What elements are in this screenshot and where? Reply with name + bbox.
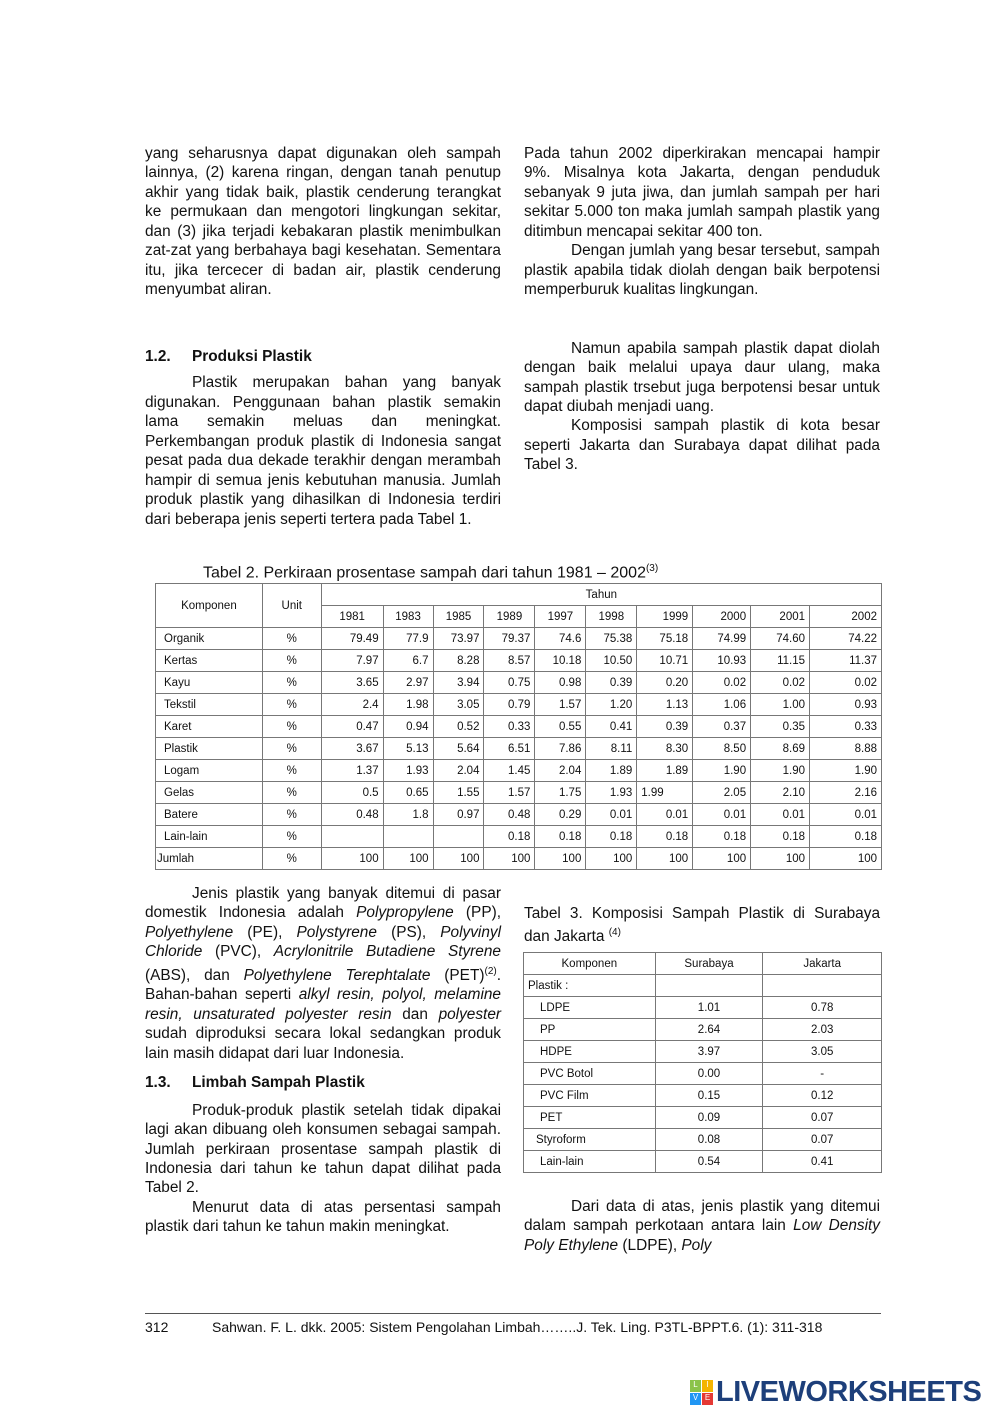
unit-cell: % — [262, 848, 321, 870]
value-cell: 2.64 — [655, 1019, 763, 1041]
table-row — [524, 1151, 882, 1173]
value-cell: 2.05 — [693, 782, 751, 804]
value-cell: 0.08 — [655, 1129, 763, 1151]
value-cell: 0.20 — [637, 672, 693, 694]
header-unit: Unit — [262, 584, 321, 628]
text-run: (PET) — [430, 966, 485, 984]
caption-ref: (3) — [645, 563, 659, 574]
text-run: sudah diproduksi secara lokal sedangkan produk lain masih didapat dari luar Indonesia. — [145, 1025, 501, 1062]
year-header: 1989 — [484, 606, 535, 628]
value-cell — [321, 826, 383, 848]
value-cell: 2.04 — [433, 760, 484, 782]
year-header: 2000 — [693, 606, 751, 628]
value-cell: 0.54 — [655, 1151, 763, 1173]
unit-cell: % — [262, 760, 321, 782]
table-row — [156, 716, 882, 738]
group-label: Plastik : — [524, 975, 656, 997]
year-header: 2002 — [810, 606, 882, 628]
table-row — [156, 738, 882, 760]
table-2 — [155, 583, 882, 870]
table2-caption — [203, 563, 658, 582]
footer-divider — [145, 1313, 881, 1314]
value-cell: 7.86 — [535, 738, 586, 760]
value-cell: 0.07 — [763, 1129, 882, 1151]
value-cell: 5.13 — [383, 738, 433, 760]
value-cell: 6.7 — [383, 650, 433, 672]
value-cell: 0.97 — [433, 804, 484, 826]
value-cell: 100 — [810, 848, 882, 870]
value-cell: 1.57 — [484, 782, 535, 804]
section-heading — [145, 347, 501, 366]
value-cell: 0.29 — [535, 804, 586, 826]
header-tahun: Tahun — [321, 584, 881, 606]
value-cell: 2.10 — [751, 782, 810, 804]
caption-text: Tabel 2. Perkiraan prosentase sampah dari tahun 1981 – 2002 — [203, 564, 646, 582]
text-run: Acrylonitrile Butadiene Styrene — [273, 943, 501, 961]
value-cell: 0.55 — [535, 716, 586, 738]
unit-cell: % — [262, 738, 321, 760]
value-cell: 74.22 — [810, 628, 882, 650]
value-cell: 1.90 — [810, 760, 882, 782]
value-cell: 1.57 — [535, 694, 586, 716]
text-run: Polypropylene — [356, 904, 454, 922]
value-cell — [433, 826, 484, 848]
text-run: Dari data di atas, jenis plastik yang ditemui dalam sampah perkotaan antara lain — [524, 1198, 880, 1235]
value-cell: 100 — [637, 848, 693, 870]
heading-number: 1.3. — [145, 1074, 171, 1092]
caption-ref: (4) — [608, 927, 621, 939]
table-row — [524, 1019, 882, 1041]
table-row — [156, 694, 882, 716]
year-header: 1983 — [383, 606, 433, 628]
text-run: Poly — [681, 1236, 712, 1254]
logo-letter: E — [702, 1393, 713, 1405]
paragraph: yang seharusnya dapat digunakan oleh sampah lainnya, (2) karena ringan, dengan tanah penutup akhir yang tidak baik, plastik cenderung terangkat ke permukaan dan mengotori lingkungan sekitar, dan (3) jika terjadi kebakaran plastik menimbulkan zat-zat yang berbahaya bagi kesehatan. Sementara itu, jika tercecer di badan air, plastik cenderung menyumbat aliran. — [145, 145, 501, 299]
value-cell: 1.45 — [484, 760, 535, 782]
value-cell: 0.01 — [637, 804, 693, 826]
footer-citation: Sahwan. F. L. dkk. 2005: Sistem Pengolahan Limbah……..J. Tek. Ling. P3TL-BPPT.6. (1): 311-318 — [212, 1319, 823, 1335]
logo-letter: L — [690, 1380, 701, 1392]
table-row — [156, 826, 882, 848]
component-name: PVC Botol — [524, 1063, 656, 1085]
left-column-bottom — [145, 884, 501, 1237]
value-cell: 7.97 — [321, 650, 383, 672]
right-column-bottom — [524, 1197, 880, 1255]
year-header: 1998 — [586, 606, 637, 628]
value-cell: 100 — [693, 848, 751, 870]
value-cell: 0.41 — [763, 1151, 882, 1173]
value-cell: 0.78 — [763, 997, 882, 1019]
year-header: 1999 — [637, 606, 693, 628]
unit-cell: % — [262, 672, 321, 694]
value-cell: 75.18 — [637, 628, 693, 650]
component-name: Karet — [156, 716, 263, 738]
value-cell: 75.38 — [586, 628, 637, 650]
text-run: Polyethylene Terephtalate — [243, 966, 431, 984]
paragraph — [145, 884, 501, 1063]
logo-letter: I — [702, 1380, 713, 1392]
value-cell: 0.09 — [655, 1107, 763, 1129]
text-run: dan — [391, 1005, 439, 1023]
value-cell: 0.47 — [321, 716, 383, 738]
text-run: (ABS), dan — [145, 966, 244, 984]
logo-text: LIVEWORKSHEETS — [716, 1376, 982, 1408]
value-cell: 2.97 — [383, 672, 433, 694]
component-name: Jumlah — [156, 848, 263, 870]
value-cell: 100 — [383, 848, 433, 870]
value-cell: 0.18 — [637, 826, 693, 848]
value-cell: 0.18 — [535, 826, 586, 848]
component-name: Logam — [156, 760, 263, 782]
heading-number: 1.2. — [145, 348, 171, 365]
value-cell: 3.05 — [763, 1041, 882, 1063]
left-column-top — [145, 144, 501, 300]
text-run: Polystyrene — [296, 923, 377, 941]
table-row — [156, 848, 882, 870]
value-cell: 0.18 — [586, 826, 637, 848]
value-cell: 0.65 — [383, 782, 433, 804]
year-header: 1985 — [433, 606, 484, 628]
text-run: (2) — [484, 965, 497, 977]
section-heading — [145, 1073, 501, 1092]
unit-cell: % — [262, 628, 321, 650]
component-name: Gelas — [156, 782, 263, 804]
text-run: Jenis plastik yang banyak ditemui di pasar domestik Indonesia adalah — [145, 885, 501, 922]
value-cell: 0.18 — [751, 826, 810, 848]
value-cell: 0.12 — [763, 1085, 882, 1107]
value-cell: 79.37 — [484, 628, 535, 650]
table-row — [156, 628, 882, 650]
value-cell: 0.33 — [484, 716, 535, 738]
value-cell: 8.50 — [693, 738, 751, 760]
table-row — [524, 1107, 882, 1129]
value-cell: 0.33 — [810, 716, 882, 738]
page-number: 312 — [145, 1319, 169, 1335]
value-cell: 1.01 — [655, 997, 763, 1019]
component-name: Tekstil — [156, 694, 263, 716]
value-cell: 100 — [321, 848, 383, 870]
unit-cell: % — [262, 716, 321, 738]
table-row — [156, 672, 882, 694]
component-name: Batere — [156, 804, 263, 826]
value-cell: - — [763, 1063, 882, 1085]
value-cell: 74.6 — [535, 628, 586, 650]
value-cell: 0.5 — [321, 782, 383, 804]
component-name: Styroform — [524, 1129, 656, 1151]
value-cell: 3.94 — [433, 672, 484, 694]
unit-cell: % — [262, 804, 321, 826]
paragraph: Menurut data di atas persentasi sampah plastik dari tahun ke tahun makin meningkat. — [145, 1198, 501, 1236]
component-name: Kayu — [156, 672, 263, 694]
caption-text: Tabel 3. Komposisi Sampah Plastik di Surabaya dan Jakarta — [524, 905, 880, 946]
value-cell: 3.67 — [321, 738, 383, 760]
liveworksheets-logo — [690, 1376, 981, 1409]
value-cell: 77.9 — [383, 628, 433, 650]
table-row — [156, 804, 882, 826]
text-run: Low Density Poly Ethylene — [524, 1217, 880, 1254]
value-cell: 11.37 — [810, 650, 882, 672]
value-cell: 1.00 — [751, 694, 810, 716]
value-cell: 100 — [586, 848, 637, 870]
value-cell: 0.93 — [810, 694, 882, 716]
table-row — [156, 782, 882, 804]
value-cell: 0.35 — [751, 716, 810, 738]
right-column-top — [524, 144, 880, 475]
value-cell: 5.64 — [433, 738, 484, 760]
value-cell: 3.97 — [655, 1041, 763, 1063]
value-cell: 1.98 — [383, 694, 433, 716]
value-cell: 0.94 — [383, 716, 433, 738]
value-cell: 1.93 — [383, 760, 433, 782]
component-name: PVC Film — [524, 1085, 656, 1107]
empty-cell — [763, 975, 882, 997]
value-cell: 0.39 — [637, 716, 693, 738]
value-cell: 2.03 — [763, 1019, 882, 1041]
component-name: PP — [524, 1019, 656, 1041]
unit-cell: % — [262, 650, 321, 672]
value-cell: 1.20 — [586, 694, 637, 716]
text-run: (LDPE), — [618, 1236, 682, 1254]
value-cell: 0.02 — [751, 672, 810, 694]
value-cell: 100 — [433, 848, 484, 870]
value-cell: 100 — [751, 848, 810, 870]
value-cell: 0.18 — [693, 826, 751, 848]
value-cell: 0.01 — [586, 804, 637, 826]
text-run: . Bahan-bahan seperti — [145, 966, 501, 1004]
unit-cell: % — [262, 694, 321, 716]
value-cell: 10.50 — [586, 650, 637, 672]
component-name: PET — [524, 1107, 656, 1129]
value-cell: 11.15 — [751, 650, 810, 672]
paragraph: Plastik merupakan bahan yang banyak digunakan. Penggunaan bahan plastik semakin lama semakin meluas dan meningkat. Perkembangan produk plastik di Indonesia sangat pesat pada dua dekade terakhir dengan merambah hampir di semua jenis kebutuhan manusia. Jumlah produk plastik yang dihasilkan di Indonesia terdiri dari beberapa jenis seperti tertera pada Tabel 1. — [145, 374, 501, 528]
text-run: (PVC), — [202, 943, 274, 961]
value-cell: 8.28 — [433, 650, 484, 672]
table-row — [156, 760, 882, 782]
paragraph: Namun apabila sampah plastik dapat diolah dengan baik melalui upaya daur ulang, maka sampah plastik trsebut juga berpotensi besar untuk dapat diubah menjadi uang. — [524, 339, 880, 415]
section-1-2 — [145, 347, 501, 529]
component-name: LDPE — [524, 997, 656, 1019]
empty-cell — [655, 975, 763, 997]
value-cell: 8.88 — [810, 738, 882, 760]
paragraph: Komposisi sampah plastik di kota besar seperti Jakarta dan Surabaya dapat dilihat pada Tabel 3. — [524, 417, 880, 474]
value-cell: 1.99 — [637, 782, 693, 804]
logo-icon — [690, 1380, 713, 1405]
value-cell: 0.01 — [751, 804, 810, 826]
value-cell: 2.04 — [535, 760, 586, 782]
table3-caption — [524, 904, 880, 947]
value-cell: 1.06 — [693, 694, 751, 716]
year-header: 2001 — [751, 606, 810, 628]
component-name: Organik — [156, 628, 263, 650]
component-name: Lain-lain — [156, 826, 263, 848]
value-cell: 8.57 — [484, 650, 535, 672]
year-header: 1981 — [321, 606, 383, 628]
unit-cell: % — [262, 826, 321, 848]
value-cell: 10.71 — [637, 650, 693, 672]
value-cell: 0.41 — [586, 716, 637, 738]
value-cell: 74.99 — [693, 628, 751, 650]
unit-cell: % — [262, 782, 321, 804]
header-komponen: Komponen — [156, 584, 263, 628]
table-row — [524, 1129, 882, 1151]
value-cell: 1.90 — [693, 760, 751, 782]
value-cell: 1.89 — [586, 760, 637, 782]
value-cell: 0.01 — [693, 804, 751, 826]
value-cell: 0.37 — [693, 716, 751, 738]
table-row — [524, 975, 882, 997]
text-run: (PE), — [233, 923, 297, 941]
value-cell: 1.89 — [637, 760, 693, 782]
value-cell: 3.65 — [321, 672, 383, 694]
value-cell: 100 — [535, 848, 586, 870]
column-header: Jakarta — [763, 953, 882, 975]
value-cell: 0.98 — [535, 672, 586, 694]
value-cell: 1.75 — [535, 782, 586, 804]
value-cell: 0.52 — [433, 716, 484, 738]
year-header: 1997 — [535, 606, 586, 628]
paragraph — [524, 1197, 880, 1255]
value-cell: 0.07 — [763, 1107, 882, 1129]
value-cell: 0.79 — [484, 694, 535, 716]
text-run: polyester — [438, 1005, 502, 1023]
value-cell: 8.11 — [586, 738, 637, 760]
value-cell: 8.69 — [751, 738, 810, 760]
table-row — [524, 1085, 882, 1107]
paragraph: Pada tahun 2002 diperkirakan mencapai hampir 9%. Misalnya kota Jakarta, dengan penduduk sebanyak 9 juta jiwa, dan jumlah sampah per hari sekitar 5.000 ton maka jumlah sampah plastik yang ditimbun mencapai sekitar 400 ton. — [524, 145, 880, 240]
component-name: Plastik — [156, 738, 263, 760]
paragraph: Produk-produk plastik setelah tidak dipakai lagi akan dibuang oleh konsumen sebagai sampah. Jumlah perkiraan prosentase sampah plastik di Indonesia dari tahun ke tahun dapat dilihat pada Tabel 2. — [145, 1101, 501, 1197]
table-row — [524, 997, 882, 1019]
value-cell: 0.75 — [484, 672, 535, 694]
value-cell: 6.51 — [484, 738, 535, 760]
column-header: Surabaya — [655, 953, 763, 975]
value-cell: 2.4 — [321, 694, 383, 716]
value-cell: 0.18 — [810, 826, 882, 848]
component-name: HDPE — [524, 1041, 656, 1063]
text-run: Polyethylene — [145, 923, 234, 941]
value-cell: 0.48 — [484, 804, 535, 826]
value-cell: 0.15 — [655, 1085, 763, 1107]
value-cell: 73.97 — [433, 628, 484, 650]
logo-letter: V — [690, 1393, 701, 1405]
value-cell: 1.37 — [321, 760, 383, 782]
text-run: alkyl resin, polyol, melamine resin, unsaturated polyester resin — [145, 986, 501, 1023]
value-cell: 10.93 — [693, 650, 751, 672]
value-cell: 0.02 — [810, 672, 882, 694]
heading-text: Produksi Plastik — [192, 348, 312, 365]
component-name: Kertas — [156, 650, 263, 672]
component-name: Lain-lain — [524, 1151, 656, 1173]
value-cell: 1.55 — [433, 782, 484, 804]
value-cell: 1.93 — [586, 782, 637, 804]
value-cell: 79.49 — [321, 628, 383, 650]
value-cell: 8.30 — [637, 738, 693, 760]
value-cell: 1.8 — [383, 804, 433, 826]
value-cell: 100 — [484, 848, 535, 870]
paragraph: Dengan jumlah yang besar tersebut, sampah plastik apabila tidak diolah dengan baik berpotensi memperburuk kualitas lingkungan. — [524, 242, 880, 299]
value-cell: 0.48 — [321, 804, 383, 826]
text-run: Polyvinyl Chloride — [145, 923, 502, 961]
value-cell: 1.90 — [751, 760, 810, 782]
text-run: (PS), — [376, 923, 441, 941]
table-3 — [523, 952, 882, 1173]
value-cell: 2.16 — [810, 782, 882, 804]
heading-text: Limbah Sampah Plastik — [192, 1074, 365, 1092]
value-cell: 3.05 — [433, 694, 484, 716]
value-cell: 10.18 — [535, 650, 586, 672]
value-cell — [383, 826, 433, 848]
value-cell: 0.18 — [484, 826, 535, 848]
value-cell: 0.02 — [693, 672, 751, 694]
table-row — [524, 1063, 882, 1085]
value-cell: 74.60 — [751, 628, 810, 650]
text-run: (PP), — [453, 904, 501, 922]
value-cell: 0.01 — [810, 804, 882, 826]
table-row — [524, 1041, 882, 1063]
value-cell: 0.39 — [586, 672, 637, 694]
value-cell: 1.13 — [637, 694, 693, 716]
column-header: Komponen — [524, 953, 656, 975]
value-cell: 0.00 — [655, 1063, 763, 1085]
table-row — [156, 650, 882, 672]
